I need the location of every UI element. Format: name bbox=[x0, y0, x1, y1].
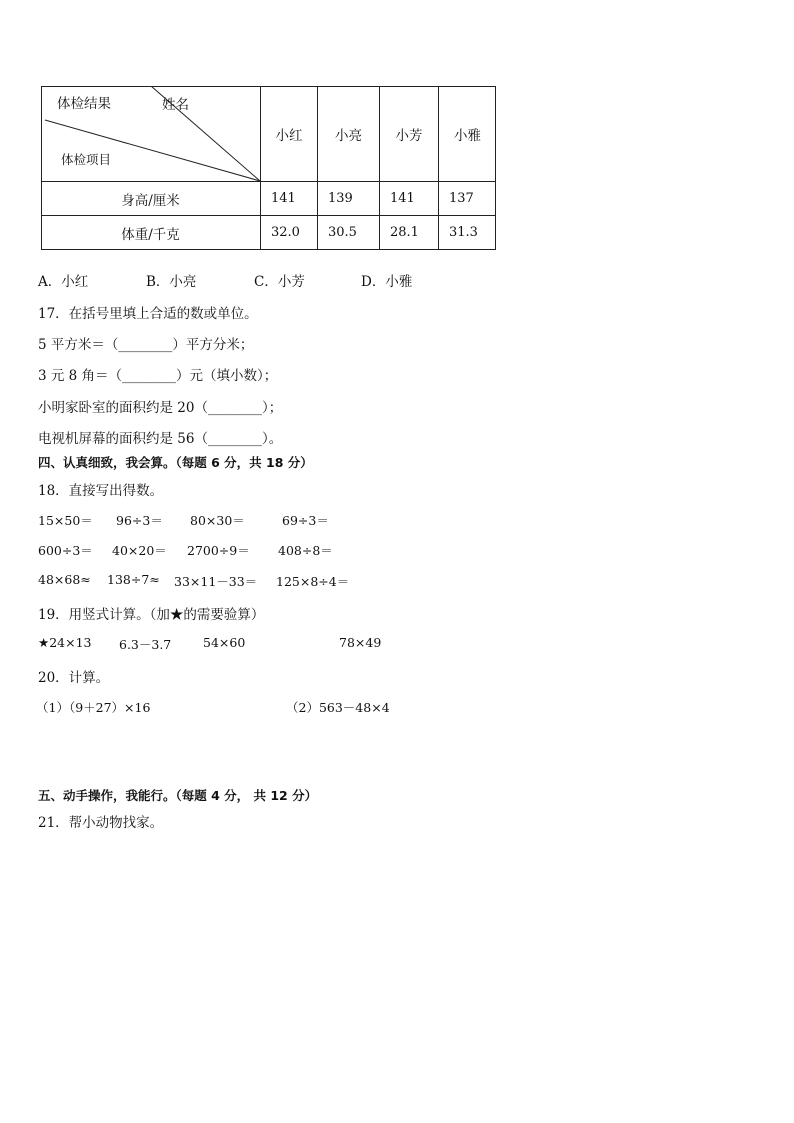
table-cell: 30.5 bbox=[328, 225, 357, 240]
table-cell: 32.0 bbox=[271, 225, 300, 240]
q18-item: 2700÷9＝ bbox=[187, 543, 250, 558]
section-5-heading: 五、动手操作，我能行。（每题 4 分， 共 12 分） bbox=[38, 788, 318, 803]
table-cell: 141 bbox=[271, 191, 296, 206]
name-cell: 小芳 bbox=[395, 127, 423, 144]
q19-item: 78×49 bbox=[339, 635, 382, 650]
q18-item: 33×11－33＝ bbox=[174, 574, 258, 589]
q17-line: 小明家卧室的面积约是 20（________）； bbox=[38, 400, 283, 416]
q18-item: 96÷3＝ bbox=[116, 513, 163, 528]
q19-item: 54×60 bbox=[203, 635, 246, 650]
q19-item: ★24×13 bbox=[38, 635, 92, 650]
q17-line: 5 平方米＝（________）平方分米； bbox=[38, 337, 254, 353]
row-label-height: 身高/厘米 bbox=[121, 192, 180, 209]
option-b: B．小亮 bbox=[146, 274, 197, 290]
health-check-table bbox=[41, 86, 496, 250]
q17-line: 3 元 8 角＝（________）元（填小数）； bbox=[38, 368, 278, 384]
row-label-weight: 体重/千克 bbox=[121, 226, 180, 243]
q20-item: （1）（9＋27）×16 bbox=[36, 700, 151, 715]
option-c: C．小芳 bbox=[254, 274, 305, 290]
name-cell: 小雅 bbox=[454, 127, 481, 144]
option-d: D．小雅 bbox=[361, 274, 413, 290]
q18-title: 18．直接写出得数。 bbox=[38, 483, 164, 499]
q17-line: 电视机屏幕的面积约是 56（________）。 bbox=[38, 431, 283, 447]
q18-item: 80×30＝ bbox=[190, 513, 245, 528]
q20-item: （2）563－48×4 bbox=[286, 700, 390, 715]
name-cell: 小亮 bbox=[335, 127, 362, 144]
q18-item: 15×50＝ bbox=[38, 513, 93, 528]
header-item-label: 体检项目 bbox=[61, 152, 112, 167]
table-cell: 31.3 bbox=[449, 225, 478, 240]
q18-item: 408÷8＝ bbox=[278, 543, 333, 558]
q17-title: 17．在括号里填上合适的数或单位。 bbox=[38, 306, 258, 322]
q18-item: 69÷3＝ bbox=[282, 513, 329, 528]
q20-title: 20．计算。 bbox=[38, 670, 110, 686]
q21-title: 21．帮小动物找家。 bbox=[38, 815, 164, 831]
section-4-heading: 四、认真细致，我会算。（每题 6 分，共 18 分） bbox=[38, 455, 313, 470]
q18-item: 125×8÷4＝ bbox=[276, 574, 350, 589]
option-a: A．小红 bbox=[38, 274, 89, 290]
q18-item: 48×68≈ bbox=[38, 572, 91, 587]
header-name-label: 姓名 bbox=[162, 97, 189, 113]
table-cell: 141 bbox=[390, 191, 415, 206]
q18-item: 138÷7≈ bbox=[107, 572, 160, 587]
q18-item: 600÷3＝ bbox=[38, 543, 93, 558]
table-cell: 137 bbox=[449, 191, 474, 206]
name-cell: 小红 bbox=[275, 127, 303, 144]
q19-title: 19．用竖式计算。（加★的需要验算） bbox=[38, 607, 265, 623]
header-result-label: 体检结果 bbox=[57, 96, 111, 112]
q19-item: 6.3－3.7 bbox=[119, 637, 172, 652]
q18-item: 40×20＝ bbox=[112, 543, 167, 558]
table-cell: 139 bbox=[328, 191, 353, 206]
table-cell: 28.1 bbox=[390, 225, 419, 240]
